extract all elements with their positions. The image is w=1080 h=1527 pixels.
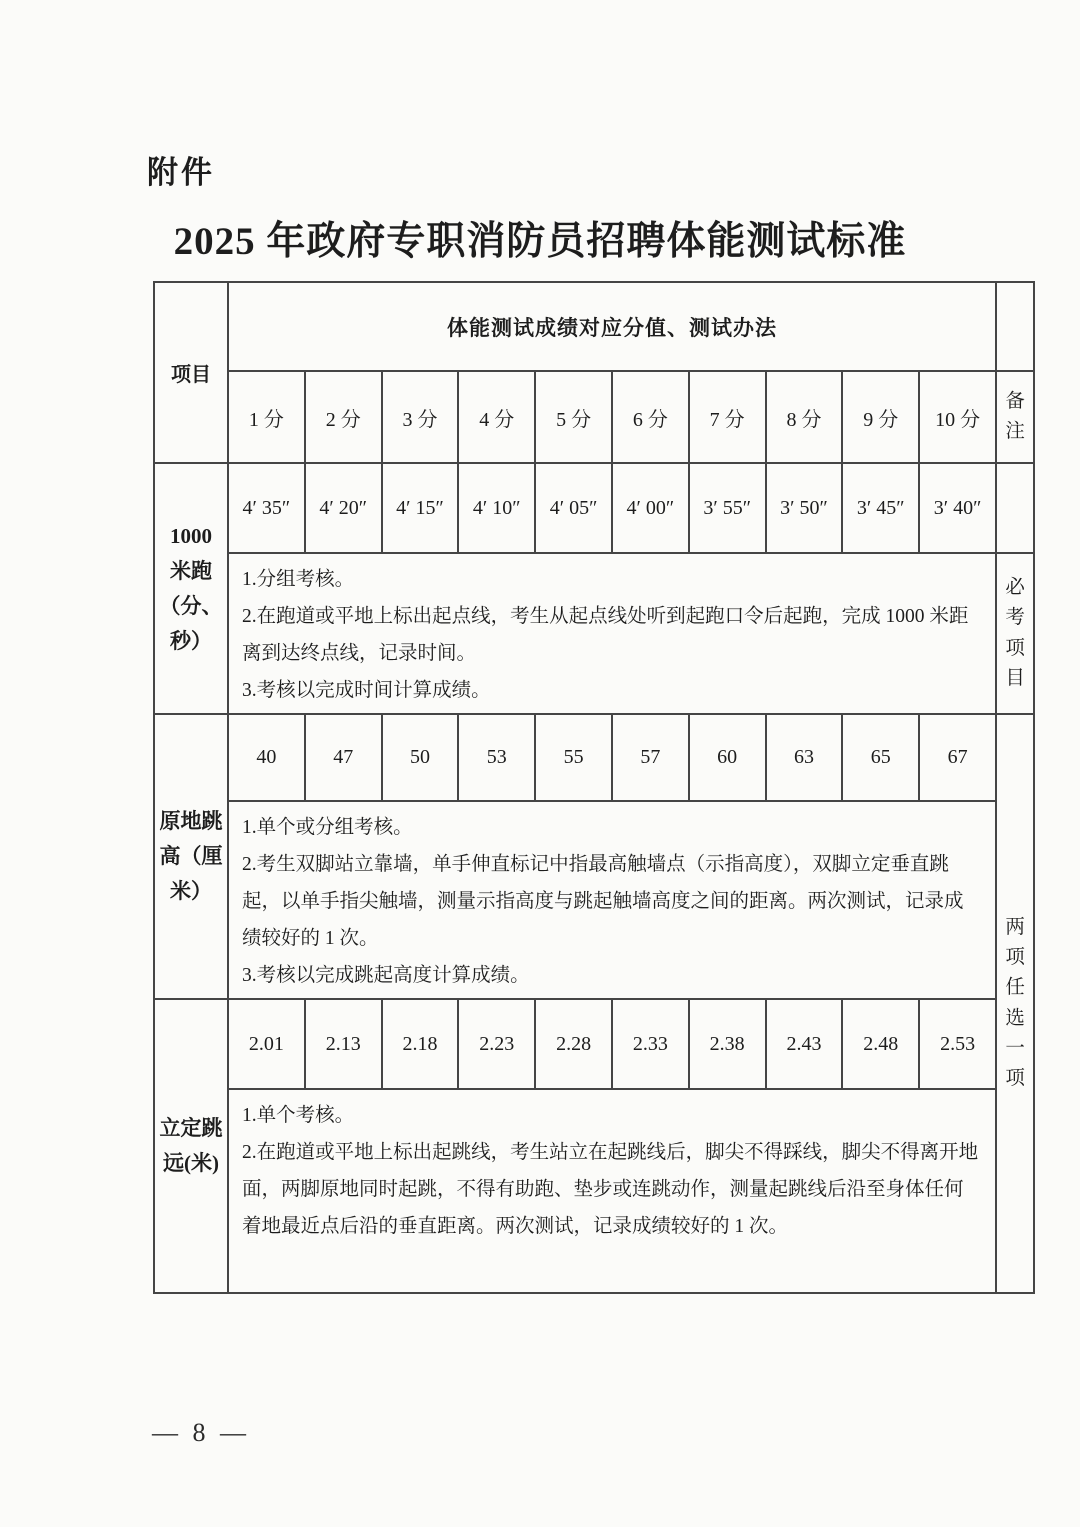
value-cell: 4′ 00″ [612,463,689,553]
run-notes-row [154,553,1034,714]
value-cell: 3′ 50″ [766,463,843,553]
remark-column-header [996,371,1034,463]
score-header-cell: 1 分 [228,371,305,463]
value-cell: 55 [535,714,612,801]
note-line: 1.单个或分组考核。 [242,817,413,838]
value-cell: 67 [919,714,996,801]
run-values-row [154,463,1034,553]
remark-cell-required [996,553,1034,714]
remark-cell-choose-one [996,714,1034,1293]
value-cell: 4′ 10″ [458,463,535,553]
score-header-cell: 6 分 [612,371,689,463]
value-cell: 4′ 35″ [228,463,305,553]
value-cell: 2.13 [305,999,382,1089]
note-line: 1.分组考核。 [242,569,355,590]
value-cell: 4′ 05″ [535,463,612,553]
value-cell: 2.38 [689,999,766,1089]
value-cell: 2.28 [535,999,612,1089]
page-title: 2025 年政府专职消防员招聘体能测试标准 [173,220,907,263]
value-cell: 63 [766,714,843,801]
highjump-values-row [154,714,1034,801]
note-line: 2.在跑道或平地上标出起点线，考生从起点线处听到起跑口令后起跑，完成 1000 米距离到达终点线，记录时间。 [242,606,969,664]
fitness-standards-table [153,281,1035,1294]
remark-header-text: 备注 [1005,390,1025,442]
value-cell: 47 [305,714,382,801]
value-cell: 3′ 45″ [842,463,919,553]
page-number: — 8 — [152,1418,250,1447]
item-label-highjump: 原地跳 高（厘 米） [154,714,228,999]
longjump-notes-row [154,1089,1034,1293]
note-line: 3.考核以完成时间计算成绩。 [242,680,491,701]
value-cell: 2.43 [766,999,843,1089]
item-label-run: 1000 米跑 （分、 秒） [154,463,228,714]
score-header-cell: 4 分 [458,371,535,463]
value-cell: 60 [689,714,766,801]
longjump-values-row [154,999,1034,1089]
value-cell: 57 [612,714,689,801]
score-header-cell: 7 分 [689,371,766,463]
note-line: 2.考生双脚站立靠墙，单手伸直标记中指最高触墙点（示指高度），双脚立定垂直跳起，以单手指尖触墙，测量示指高度与跳起触墙高度之间的距离。两次测试，记录成绩较好的 1 次。 [242,854,964,949]
value-cell: 3′ 55″ [689,463,766,553]
value-cell: 53 [458,714,535,801]
score-header-cell: 5 分 [535,371,612,463]
score-header-cell: 9 分 [842,371,919,463]
notes-cell [228,801,996,999]
note-line: 3.考核以完成跳起高度计算成绩。 [242,965,530,986]
value-cell: 4′ 20″ [305,463,382,553]
value-cell: 2.53 [919,999,996,1089]
remark-required-text: 必考项目 [1005,577,1025,689]
value-cell: 2.18 [382,999,459,1089]
item-label-longjump: 立定跳 远(米) [154,999,228,1293]
value-cell: 2.48 [842,999,919,1089]
note-line: 1.单个考核。 [242,1105,355,1126]
value-cell: 40 [228,714,305,801]
score-header-cell: 3 分 [382,371,459,463]
score-header-cell: 2 分 [305,371,382,463]
main-header-cell: 体能测试成绩对应分值、测试办法 [228,282,996,371]
remark-empty-cell [996,463,1034,553]
value-cell: 65 [842,714,919,801]
value-cell: 4′ 15″ [382,463,459,553]
attachment-label: 附件 [147,155,215,190]
notes-cell [228,1089,996,1293]
remark-choose-one-text: 两项任选一项 [1005,916,1025,1089]
remark-empty-cell [996,282,1034,371]
value-cell: 2.01 [228,999,305,1089]
value-cell: 2.33 [612,999,689,1089]
value-cell: 3′ 40″ [919,463,996,553]
note-line: 2.在跑道或平地上标出起跳线，考生站立在起跳线后，脚尖不得踩线，脚尖不得离开地面，两脚原地同时起跳，不得有助跑、垫步或连跳动作，测量起跳线后沿至身体任何着地最近点后沿的垂直距离。两次测试，记录成绩较好的 1 次。 [242,1142,979,1237]
header-row-2 [154,371,1034,463]
value-cell: 50 [382,714,459,801]
score-header-cell: 8 分 [766,371,843,463]
header-row-1 [154,282,1034,371]
notes-cell [228,553,996,714]
value-cell: 2.23 [458,999,535,1089]
score-header-cell: 10 分 [919,371,996,463]
item-column-header: 项目 [154,282,228,463]
highjump-notes-row [154,801,1034,999]
